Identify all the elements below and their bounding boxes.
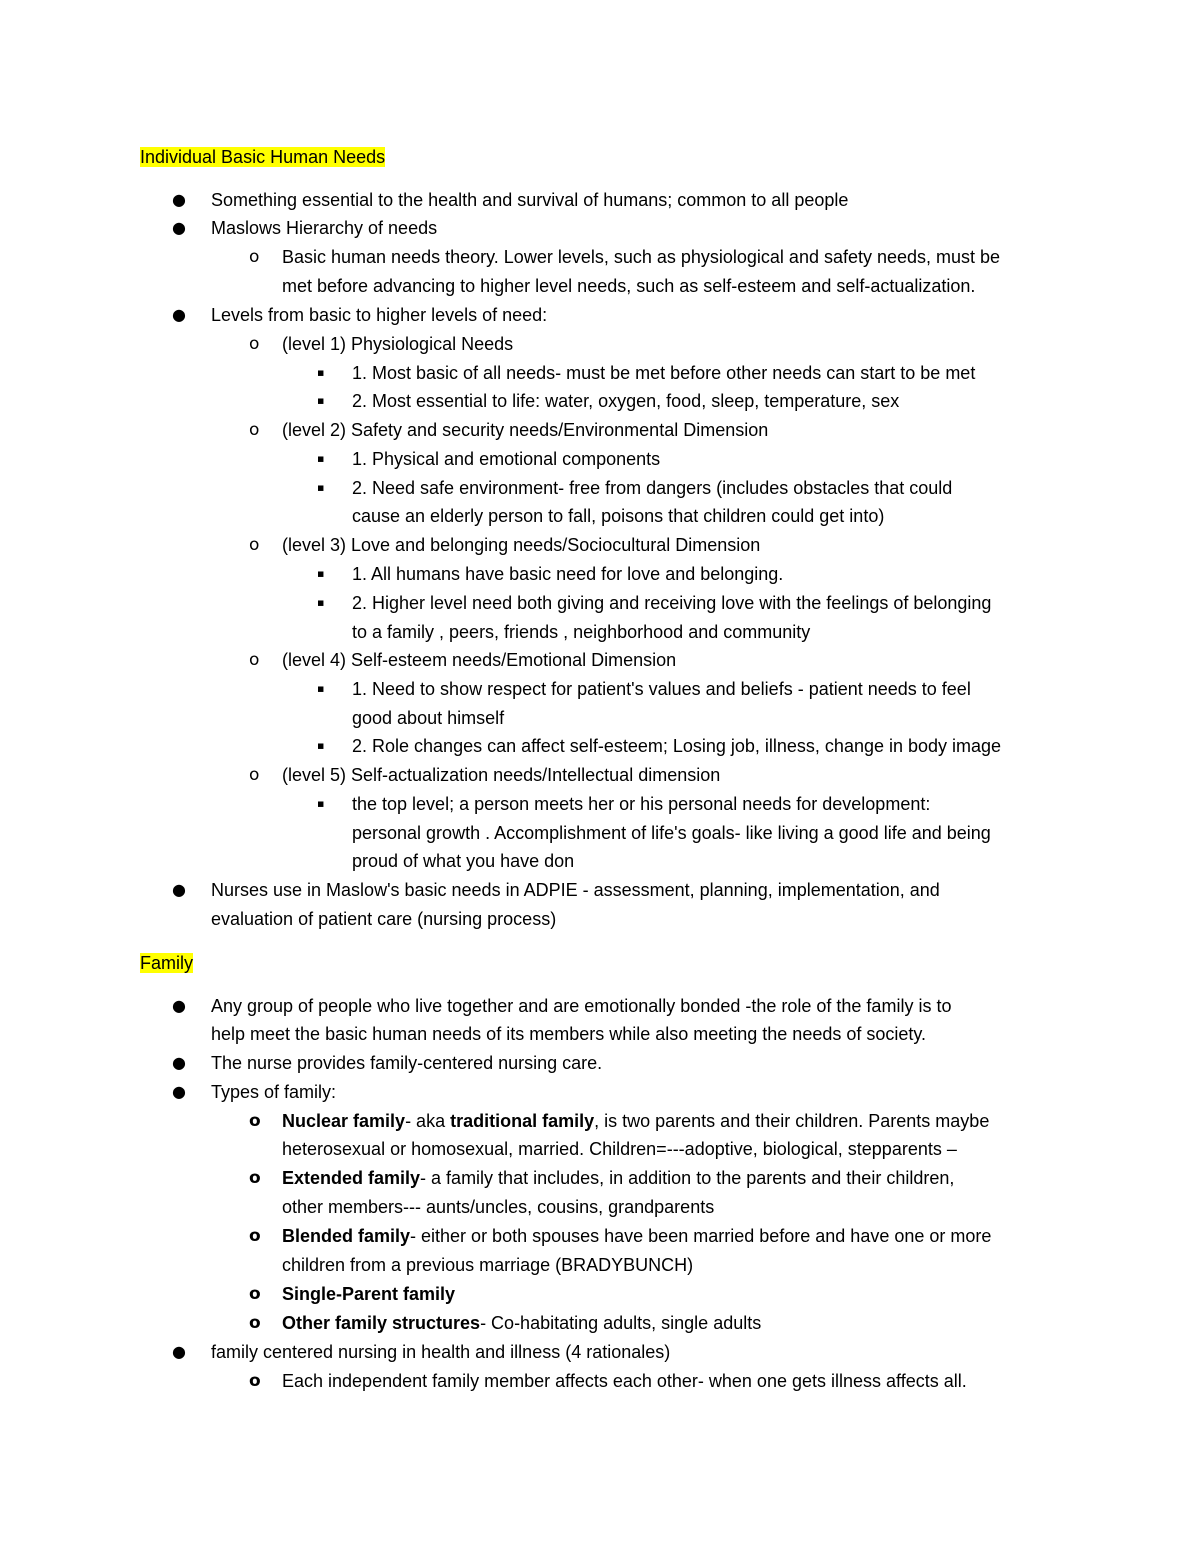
circle-marker: o: [249, 420, 260, 440]
traditional-family-term: traditional family: [450, 1111, 595, 1131]
family-rationale-1: Each independent family member affects each other- when one gets illness affects all.: [282, 1371, 967, 1391]
level-2-point-2-line-1: 2. Need safe environment- free from dangers (includes obstacles that could: [352, 478, 953, 498]
level-5-point-line-2: personal growth . Accomplishment of life's goals- like living a good life and being: [352, 823, 991, 843]
level-1-title: (level 1) Physiological Needs: [282, 334, 514, 354]
other-family-structures-term: Other family structures: [282, 1313, 481, 1333]
level-1-point-2: 2. Most essential to life: water, oxygen, food, sleep, temperature, sex: [352, 391, 900, 411]
single-parent-family-term: Single-Parent family: [282, 1284, 456, 1304]
square-marker: ▪: [317, 797, 325, 810]
bullet-marker: ●: [172, 880, 186, 899]
nuclear-family-line-2: heterosexual or homosexual, married. Children=---adoptive, biological, stepparents –: [282, 1139, 957, 1159]
circle-marker: o: [249, 1313, 261, 1333]
square-marker: ▪: [317, 452, 325, 465]
single-parent-family-line: [282, 1282, 455, 1306]
family-definition-line-2: help meet the basic human needs of its members while also meeting the needs of society.: [211, 1024, 927, 1044]
bullet-marker: ●: [172, 218, 186, 237]
bullet-marker: ●: [172, 305, 186, 324]
family-types-item: Types of family:: [211, 1082, 337, 1102]
extended-family-line-1: Extended family- a family that includes, in addition to the parents and their children,: [282, 1168, 955, 1188]
needs-essential-item: Something essential to the health and survival of humans; common to all people: [211, 190, 849, 210]
family-centered-care-item: The nurse provides family-centered nursing care.: [211, 1053, 603, 1073]
square-marker: ▪: [317, 481, 325, 494]
level-5-point-line-1: the top level; a person meets her or his personal needs for development:: [352, 794, 931, 814]
level-3-point-2-line-2: to a family , peers, friends , neighborhood and community: [352, 622, 811, 642]
level-5-point-line-3: proud of what you have don: [352, 851, 575, 871]
bullet-marker: ●: [172, 996, 186, 1015]
extended-family-line-2: other members--- aunts/uncles, cousins, grandparents: [282, 1197, 715, 1217]
level-3-point-1: 1. All humans have basic need for love and belonging.: [352, 564, 784, 584]
level-3-point-2-line-1: 2. Higher level need both giving and receiving love with the feelings of belonging: [352, 593, 992, 613]
level-3-title: (level 3) Love and belonging needs/Sociocultural Dimension: [282, 535, 761, 555]
circle-marker: o: [249, 1111, 261, 1131]
nuclear-family-line-1: Nuclear family- aka traditional family, is two parents and their children. Parents maybe: [282, 1111, 990, 1131]
level-5-title: (level 5) Self-actualization needs/Intellectual dimension: [282, 765, 721, 785]
nuclear-family-term: Nuclear family: [282, 1111, 406, 1131]
bullet-marker: ●: [172, 1082, 186, 1101]
other-family-structures-line: Other family structures- Co-habitating adults, single adults: [282, 1313, 762, 1333]
square-marker: ▪: [317, 596, 325, 609]
level-2-point-1: 1. Physical and emotional components: [352, 449, 661, 469]
adpie-item-line-2: evaluation of patient care (nursing process): [211, 909, 557, 929]
circle-marker: o: [249, 1226, 261, 1246]
square-marker: ▪: [317, 739, 325, 752]
circle-marker: o: [249, 1371, 261, 1391]
family-centered-rationales-item: family centered nursing in health and illness (4 rationales): [211, 1342, 671, 1362]
adpie-item-line-1: Nurses use in Maslow's basic needs in ADPIE - assessment, planning, implementation, and: [211, 880, 940, 900]
level-2-title: (level 2) Safety and security needs/Environmental Dimension: [282, 420, 769, 440]
bullet-marker: ●: [172, 1053, 186, 1072]
level-1-point-1: 1. Most basic of all needs- must be met before other needs can start to be met: [352, 363, 976, 383]
blended-family-term: Blended family: [282, 1226, 411, 1246]
bullet-marker: ●: [172, 190, 186, 209]
section-heading-needs: Individual Basic Human Needs: [140, 147, 386, 167]
levels-item: Levels from basic to higher levels of need:: [211, 305, 548, 325]
level-4-point-2: 2. Role changes can affect self-esteem; Losing job, illness, change in body image: [352, 736, 1002, 756]
level-4-point-1-line-2: good about himself: [352, 708, 505, 728]
square-marker: ▪: [317, 567, 325, 580]
circle-marker: o: [249, 765, 260, 785]
level-4-title: (level 4) Self-esteem needs/Emotional Dimension: [282, 650, 677, 670]
circle-marker: o: [249, 535, 260, 555]
maslow-item: Maslows Hierarchy of needs: [211, 218, 438, 238]
section-heading-family: Family: [140, 953, 193, 973]
circle-marker: o: [249, 247, 260, 267]
level-2-point-2-line-2: cause an elderly person to fall, poisons that children could get into): [352, 506, 885, 526]
blended-family-line-1: Blended family- either or both spouses have been married before and have one or more: [282, 1226, 992, 1246]
square-marker: ▪: [317, 394, 325, 407]
family-definition-line-1: Any group of people who live together and are emotionally bonded -the role of the family is to: [211, 996, 952, 1016]
maslow-theory-line-1: Basic human needs theory. Lower levels, such as physiological and safety needs, must be: [282, 247, 1001, 267]
square-marker: ▪: [317, 682, 325, 695]
maslow-theory-line-2: met before advancing to higher level needs, such as self-esteem and self-actualization.: [282, 276, 976, 296]
blended-family-line-2: children from a previous marriage (BRADYBUNCH): [282, 1255, 694, 1275]
level-4-point-1-line-1: 1. Need to show respect for patient's values and beliefs - patient needs to feel: [352, 679, 971, 699]
square-marker: ▪: [317, 366, 325, 379]
circle-marker: o: [249, 1168, 261, 1188]
bullet-marker: ●: [172, 1342, 186, 1361]
circle-marker: o: [249, 334, 260, 354]
extended-family-term: Extended family: [282, 1168, 421, 1188]
circle-marker: o: [249, 650, 260, 670]
circle-marker: o: [249, 1284, 261, 1304]
